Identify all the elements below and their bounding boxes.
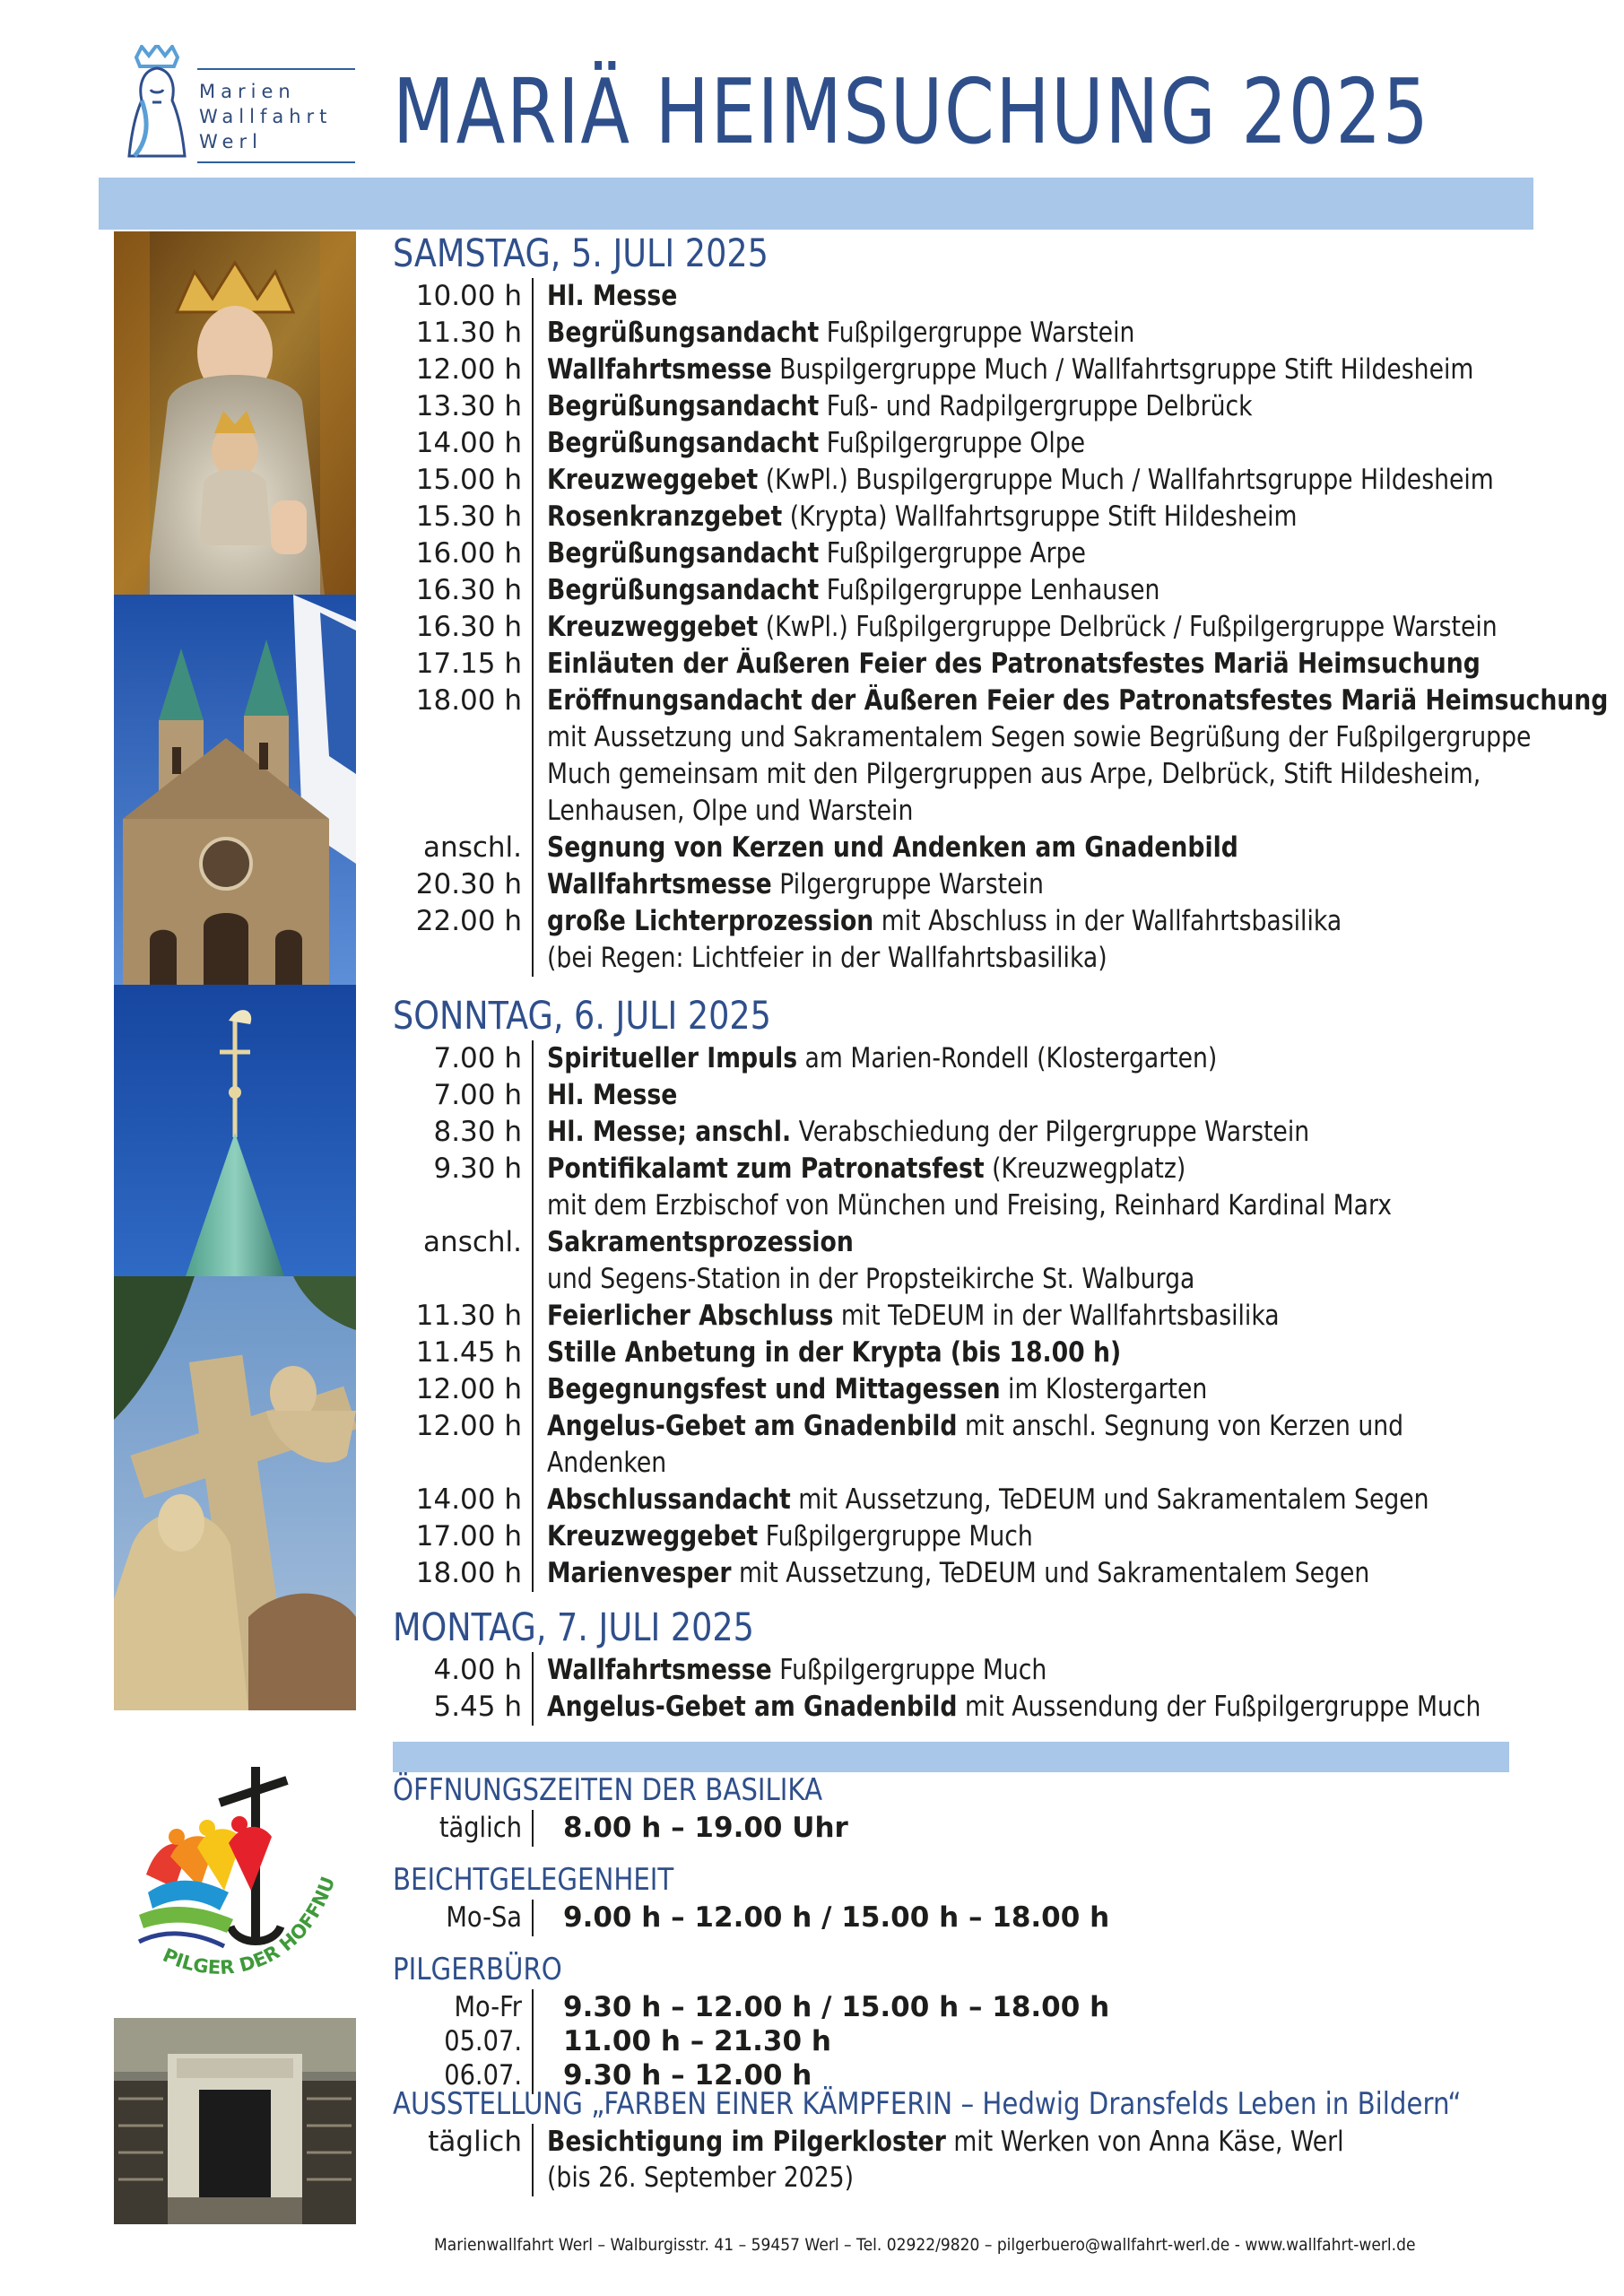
event-time: 14.00 h (415, 427, 522, 459)
time-separator (532, 1371, 534, 1408)
event-description (547, 903, 1342, 940)
event-description (547, 1518, 1033, 1555)
event-time: anschl. (423, 831, 522, 864)
schedule-row (393, 830, 1523, 866)
event-description (547, 278, 677, 315)
event-details: mit Abschluss in der Wallfahrtsbasilika (873, 905, 1342, 937)
event-description (547, 1187, 1392, 1224)
event-description (547, 425, 1085, 462)
schedule-row (393, 1151, 1523, 1187)
event-title: Rosenkranzgebet (547, 500, 783, 533)
schedule-row (393, 1224, 1523, 1261)
event-description (547, 683, 1608, 719)
event-details: mit dem Erzbischof von München und Freising, Reinhard Kardinal Marx (547, 1189, 1393, 1222)
exhibition-separator (532, 2124, 534, 2161)
time-separator (532, 1114, 534, 1151)
event-details: Fußpilgergruppe Warstein (819, 317, 1135, 349)
event-title: Segnung von Kerzen und Andenken am Gnadenbild (547, 831, 1238, 864)
time-separator (532, 1482, 534, 1518)
event-details: und Segens-Station in der Propsteikirche St. Walburga (547, 1263, 1195, 1295)
time-separator (532, 1555, 534, 1592)
event-title: Einläuten der Äußeren Feier des Patronatsfestes Mariä Heimsuchung (547, 648, 1481, 680)
event-time: 16.00 h (415, 537, 522, 570)
event-time: 12.00 h (415, 1410, 522, 1442)
time-separator (532, 940, 534, 977)
time-separator (532, 830, 534, 866)
info-key: Mo-Fr (454, 1991, 522, 2023)
schedule-row (393, 1187, 1523, 1224)
event-time: 18.00 h (415, 1557, 522, 1589)
info-row (393, 1989, 1523, 2026)
info-row (393, 1900, 1523, 1936)
event-title: Feierlicher Abschluss (547, 1300, 834, 1332)
event-time: 16.30 h (415, 574, 522, 606)
top-band (99, 178, 1533, 230)
schedule-row (393, 1077, 1523, 1114)
time-separator (532, 609, 534, 646)
time-separator (532, 1224, 534, 1261)
schedule-row (393, 499, 1523, 535)
event-title: Kreuzweggebet (547, 1520, 759, 1552)
event-description (547, 940, 1107, 977)
event-description (547, 719, 1531, 756)
info-key: 05.07. (444, 2025, 522, 2057)
event-details: Fußpilgergruppe Olpe (819, 427, 1086, 459)
time-separator (532, 1689, 534, 1726)
footer-contact: Marienwallfahrt Werl – Walburgisstr. 41 – 59457 Werl – Tel. 02922/9820 – pilgerbuero@wallfahrt-werl.de - www.wallfahrt-werl.de (434, 2235, 1416, 2255)
info-row (393, 2023, 1523, 2060)
exhibition-description: (bis 26. September 2025) (547, 2161, 855, 2194)
event-time: 5.45 h (433, 1691, 522, 1723)
event-description (547, 830, 1238, 866)
info-row (393, 1810, 1523, 1847)
event-title: Begrüßungsandacht (547, 574, 820, 606)
exhibition-row (393, 2160, 1523, 2196)
event-details: mit Aussendung der Fußpilgergruppe Much (957, 1691, 1481, 1723)
event-details: Verabschiedung der Pilgergruppe Warstein (791, 1116, 1310, 1148)
time-separator (532, 425, 534, 462)
event-details: Fußpilgergruppe Much (771, 1654, 1047, 1686)
event-description (547, 866, 1044, 903)
time-separator (532, 388, 534, 425)
info-heading: PILGERBÜRO (393, 1952, 562, 1987)
event-title: Wallfahrtsmesse (547, 868, 772, 900)
info-key: täglich (439, 1812, 522, 1844)
event-description (547, 1408, 1403, 1445)
event-title: Angelus-Gebet am Gnadenbild (547, 1410, 958, 1442)
schedule-row (393, 719, 1532, 756)
event-description (547, 535, 1086, 572)
exhibition-row (393, 2124, 1523, 2161)
event-title: Sakramentsprozession (547, 1226, 854, 1258)
logo-line-3: Werl (199, 131, 263, 152)
event-details: mit TeDEUM in der Wallfahrtsbasilika (833, 1300, 1280, 1332)
event-title: Begrüßungsandacht (547, 537, 820, 570)
info-separator (532, 1989, 534, 2026)
schedule-row (393, 425, 1523, 462)
event-time: 15.30 h (415, 500, 522, 533)
schedule-row (393, 1555, 1523, 1592)
time-separator (532, 499, 534, 535)
event-details: (Kreuzwegplatz) (984, 1152, 1186, 1185)
schedule-row (393, 535, 1523, 572)
schedule-row (393, 1445, 1523, 1482)
event-description (547, 572, 1159, 609)
schedule-row (393, 1298, 1523, 1335)
time-separator (532, 535, 534, 572)
event-description (547, 315, 1134, 352)
event-title: Hl. Messe (547, 1079, 678, 1111)
day-heading: SAMSTAG, 5. JULI 2025 (393, 231, 769, 276)
event-title: Begegnungsfest und Mittagessen (547, 1373, 1001, 1405)
time-separator (532, 462, 534, 499)
time-separator (532, 793, 534, 830)
time-separator (532, 278, 534, 315)
event-title: Kreuzweggebet (547, 611, 759, 643)
madonna-crown-icon (126, 45, 188, 161)
event-time: 17.15 h (415, 648, 522, 680)
info-value: 9.30 h – 12.00 h (563, 2059, 812, 2092)
event-time: 12.00 h (415, 353, 522, 386)
event-title: Abschlussandacht (547, 1483, 791, 1516)
schedule-row (393, 1652, 1523, 1689)
event-title: Pontifikalamt zum Patronatsfest (547, 1152, 985, 1185)
event-details: mit Aussetzung und Sakramentalem Segen sowie Begrüßung der Fußpilgergruppe (547, 721, 1532, 753)
time-separator (532, 1077, 534, 1114)
event-title: Spiritueller Impuls (547, 1042, 798, 1074)
event-details: Fußpilgergruppe Lenhausen (819, 574, 1160, 606)
event-time: 22.00 h (415, 905, 522, 937)
event-title: Kreuzweggebet (547, 464, 759, 496)
schedule-row (393, 609, 1523, 646)
event-details: mit Aussetzung, TeDEUM und Sakramentalem Segen (790, 1483, 1429, 1516)
event-description (547, 1652, 1046, 1689)
madonna-photo (114, 231, 356, 595)
event-description (547, 646, 1481, 683)
logo-line-2: Wallfahrt (199, 106, 333, 127)
event-title: Hl. Messe; anschl. (547, 1116, 792, 1148)
exhibition-description (547, 2124, 1344, 2161)
schedule-row (393, 1040, 1523, 1077)
schedule-row (393, 388, 1523, 425)
event-description (547, 1445, 666, 1482)
event-description (547, 499, 1298, 535)
event-title: Hl. Messe (547, 280, 678, 312)
event-description (547, 1151, 1185, 1187)
event-time: 16.30 h (415, 611, 522, 643)
time-separator (532, 683, 534, 719)
event-title: Wallfahrtsmesse (547, 353, 772, 386)
schedule-row (393, 1335, 1523, 1371)
exhibition-details: mit Werken von Anna Käse, Werl (945, 2126, 1344, 2158)
info-value: 9.00 h – 12.00 h / 15.00 h – 18.00 h (563, 1901, 1110, 1934)
event-details: am Marien-Rondell (Klostergarten) (797, 1042, 1218, 1074)
exhibition-heading: AUSSTELLUNG „FARBEN EINER KÄMPFERIN – Hedwig Dransfelds Leben in Bildern“ (393, 2086, 1462, 2122)
event-time: 7.00 h (433, 1079, 522, 1111)
event-time: 18.00 h (415, 684, 522, 717)
info-value: 8.00 h – 19.00 Uhr (563, 1812, 848, 1844)
crucifix-sculpture-photo (114, 1276, 356, 1710)
schedule-row (393, 352, 1523, 388)
event-details: (Krypta) Wallfahrtsgruppe Stift Hildesheim (782, 500, 1298, 533)
event-details: Lenhausen, Olpe und Warstein (547, 795, 914, 827)
event-description (547, 609, 1498, 646)
event-time: 12.00 h (415, 1373, 522, 1405)
page-title: MARIÄ HEIMSUCHUNG 2025 (393, 59, 1430, 164)
schedule-row (393, 793, 1523, 830)
info-heading: ÖFFNUNGSZEITEN DER BASILIKA (393, 1772, 823, 1808)
schedule-row (393, 278, 1523, 315)
event-description (547, 1114, 1309, 1151)
event-time: 10.00 h (415, 280, 522, 312)
schedule-row (393, 866, 1523, 903)
event-title: Begrüßungsandacht (547, 317, 820, 349)
event-time: 14.00 h (415, 1483, 522, 1516)
event-description (547, 1261, 1194, 1298)
event-description (547, 1482, 1429, 1518)
schedule-row (393, 1408, 1523, 1445)
info-value: 9.30 h – 12.00 h / 15.00 h – 18.00 h (563, 1991, 1110, 2023)
event-title: Marienvesper (547, 1557, 732, 1589)
event-details: Pilgergruppe Warstein (771, 868, 1044, 900)
time-separator (532, 1652, 534, 1689)
schedule-row (393, 940, 1523, 977)
event-details: mit Aussetzung, TeDEUM und Sakramentalem Segen (731, 1557, 1370, 1589)
event-description (547, 1077, 677, 1114)
event-title: Wallfahrtsmesse (547, 1654, 772, 1686)
schedule-row (393, 1689, 1523, 1726)
pilgerkloster-entrance-photo (114, 2018, 356, 2224)
event-time: 4.00 h (433, 1654, 522, 1686)
event-title: Begrüßungsandacht (547, 390, 820, 422)
event-title: Begrüßungsandacht (547, 427, 820, 459)
event-description (547, 1298, 1280, 1335)
event-description (547, 1555, 1369, 1592)
event-details: Fußpilgergruppe Arpe (819, 537, 1086, 570)
event-time: 11.30 h (415, 317, 522, 349)
event-description (547, 462, 1494, 499)
pilger-logo-text: PILGER DER HOFFNU (159, 1874, 340, 1979)
time-separator (532, 1335, 534, 1371)
day-heading: MONTAG, 7. JULI 2025 (393, 1605, 754, 1650)
schedule-row (393, 683, 1609, 719)
event-time: 13.30 h (415, 390, 522, 422)
event-time: 7.00 h (433, 1042, 522, 1074)
schedule-row (393, 646, 1523, 683)
time-separator (532, 1445, 534, 1482)
event-details: (bei Regen: Lichtfeier in der Wallfahrtsbasilika) (547, 942, 1107, 974)
schedule-row (393, 903, 1523, 940)
event-time: anschl. (423, 1226, 522, 1258)
exhibition-key: täglich (428, 2126, 522, 2158)
schedule-row (393, 315, 1523, 352)
exhibition-title: Besichtigung im Pilgerkloster (547, 2126, 946, 2158)
time-separator (532, 1261, 534, 1298)
marienwallfahrt-logo (126, 45, 359, 170)
bottom-band (393, 1742, 1509, 1772)
time-separator (532, 719, 534, 756)
info-heading: BEICHTGELEGENHEIT (393, 1862, 674, 1898)
time-separator (532, 1298, 534, 1335)
info-separator (532, 1810, 534, 1847)
schedule-row (393, 1482, 1523, 1518)
time-separator (532, 756, 534, 793)
event-description (547, 793, 913, 830)
pilger-der-hoffnung-logo (121, 1758, 354, 1982)
time-separator (532, 572, 534, 609)
event-details: mit anschl. Segnung von Kerzen und (957, 1410, 1404, 1442)
time-separator (532, 1187, 534, 1224)
event-title: große Lichterprozession (547, 905, 874, 937)
schedule-row (393, 1261, 1523, 1298)
event-details: Buspilgergruppe Much / Wallfahrtsgruppe Stift Hildesheim (771, 353, 1474, 386)
info-separator (532, 2023, 534, 2060)
time-separator (532, 866, 534, 903)
schedule-row (393, 1114, 1523, 1151)
event-description (547, 352, 1473, 388)
schedule-row (393, 1371, 1523, 1408)
time-separator (532, 315, 534, 352)
info-key: 06.07. (444, 2059, 522, 2092)
event-description (547, 1371, 1207, 1408)
event-details: Andenken (547, 1447, 667, 1479)
exhibition-separator (532, 2160, 534, 2196)
event-details: Much gemeinsam mit den Pilgergruppen aus Arpe, Delbrück, Stift Hildesheim, (547, 758, 1481, 790)
logo-line-1: Marien (199, 81, 296, 102)
event-description (547, 1335, 1121, 1371)
event-time: 11.45 h (415, 1336, 522, 1369)
event-time: 17.00 h (415, 1520, 522, 1552)
time-separator (532, 1518, 534, 1555)
event-description (547, 388, 1253, 425)
event-description (547, 756, 1481, 793)
schedule-row (393, 462, 1523, 499)
event-description (547, 1040, 1217, 1077)
schedule-row (393, 756, 1523, 793)
event-details: (KwPl.) Fußpilgergruppe Delbrück / Fußpilgergruppe Warstein (758, 611, 1498, 643)
event-details: Fuß- und Radpilgergruppe Delbrück (819, 390, 1253, 422)
time-separator (532, 352, 534, 388)
event-details: im Klostergarten (1000, 1373, 1208, 1405)
info-value: 11.00 h – 21.30 h (563, 2025, 831, 2057)
info-separator (532, 1900, 534, 1936)
event-time: 15.00 h (415, 464, 522, 496)
time-separator (532, 646, 534, 683)
time-separator (532, 1408, 534, 1445)
day-heading: SONNTAG, 6. JULI 2025 (393, 994, 771, 1039)
info-key: Mo-Sa (446, 1901, 522, 1934)
event-description (547, 1224, 854, 1261)
time-separator (532, 1040, 534, 1077)
event-time: 20.30 h (415, 868, 522, 900)
event-time: 11.30 h (415, 1300, 522, 1332)
event-time: 8.30 h (433, 1116, 522, 1148)
event-title: Angelus-Gebet am Gnadenbild (547, 1691, 958, 1723)
event-title: Eröffnungsandacht der Äußeren Feier des Patronatsfestes Mariä Heimsuchung (547, 684, 1609, 717)
event-details: (KwPl.) Buspilgergruppe Much / Wallfahrtsgruppe Hildesheim (758, 464, 1494, 496)
event-description (547, 1689, 1481, 1726)
event-details: Fußpilgergruppe Much (758, 1520, 1033, 1552)
time-separator (532, 903, 534, 940)
time-separator (532, 1151, 534, 1187)
spire-photo (114, 985, 356, 1276)
event-title: Stille Anbetung in der Krypta (bis 18.00 h) (547, 1336, 1122, 1369)
schedule-row (393, 1518, 1523, 1555)
photo-column (114, 231, 356, 1710)
event-time: 9.30 h (433, 1152, 522, 1185)
schedule-row (393, 572, 1523, 609)
basilica-photo (114, 595, 356, 985)
